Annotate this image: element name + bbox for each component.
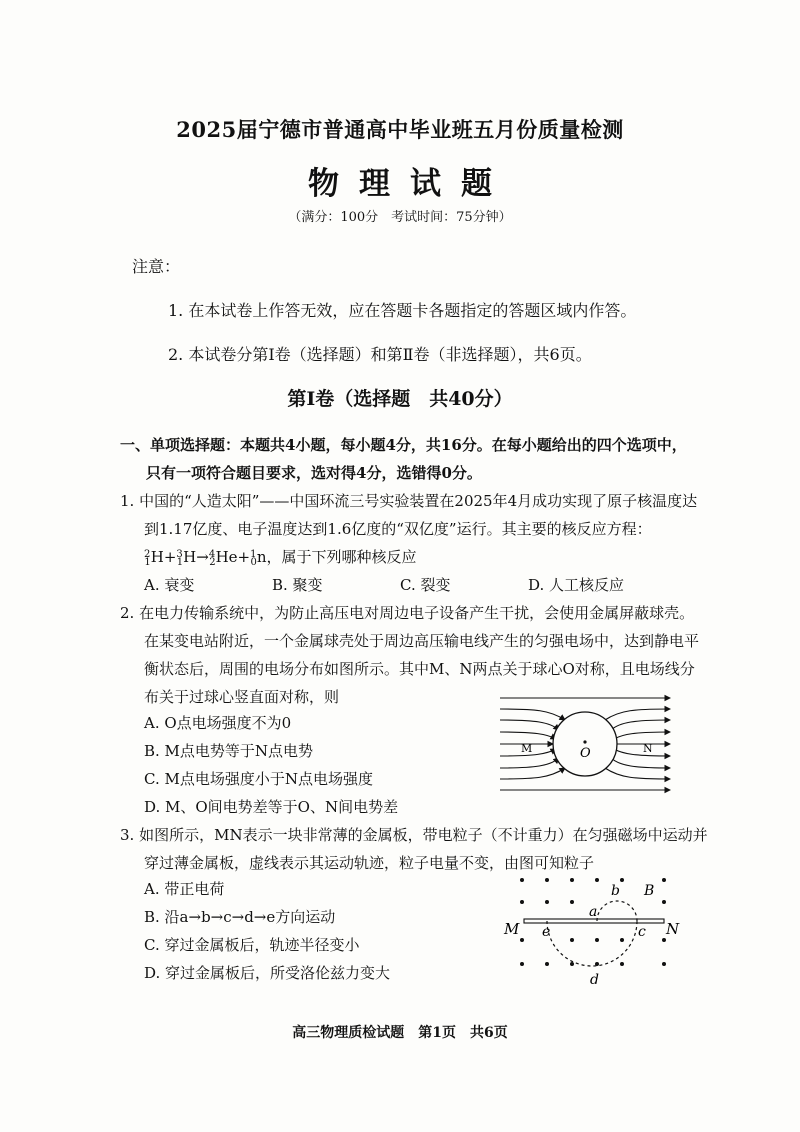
label-d: d — [590, 972, 599, 988]
label-n: N — [643, 742, 653, 755]
exam-title: 2025届宁德市普通高中毕业班五月份质量检测 — [176, 117, 624, 142]
q2-option-a: A. O点电场强度不为0 — [144, 714, 292, 732]
q2-option-d: D. M、O间电势差等于O、N间电势差 — [144, 798, 399, 816]
notice-heading: 注意： — [132, 257, 181, 276]
label-field: B — [644, 883, 655, 899]
q2-option-b: B. M点电势等于N点电势 — [144, 742, 314, 760]
trajectory-small — [597, 901, 637, 921]
label-b: b — [611, 883, 620, 899]
label-o: O — [580, 746, 591, 761]
section-title: 第Ⅰ卷（选择题 共40分） — [287, 388, 513, 410]
q1-option-a: A. 衰变 — [144, 576, 195, 594]
q3-option-c: C. 穿过金属板后，轨迹半径变小 — [144, 936, 360, 954]
notice-item: 1. 在本试卷上作答无效，应在答题卡各题指定的答题区域内作答。 — [168, 301, 637, 320]
q1-equation: $^2_1$H+$^3_1$H→$^4_2$He+$^1_0$n，属于下列哪种核反应 — [144, 548, 417, 568]
sphere-center-dot — [583, 740, 586, 743]
trajectory-large — [547, 921, 637, 966]
label-a: a — [589, 904, 598, 920]
q3-option-b: B. 沿a→b→c→d→e方向运动 — [144, 908, 336, 926]
section-intro: 只有一项符合题目要求，选对得4分，选错得0分。 — [146, 464, 482, 482]
q3-stem: 3. 如图所示，MN表示一块非常薄的金属板，带电粒子（不计重力）在匀强磁场中运动并 — [120, 826, 708, 844]
q3-option-a: A. 带正电荷 — [144, 880, 225, 898]
notice-item: 2. 本试卷分第Ⅰ卷（选择题）和第Ⅱ卷（非选择题），共6页。 — [168, 345, 592, 364]
q3-stem: 穿过薄金属板，虚线表示其运动轨迹，粒子电量不变，由图可知粒子 — [144, 854, 595, 872]
electric-field-figure — [495, 690, 675, 800]
q2-stem: 布关于过球心竖直面对称，则 — [144, 688, 340, 706]
label-c: c — [638, 924, 646, 940]
page-footer: 高三物理质检试题 第1页 共6页 — [292, 1025, 508, 1041]
q1-option-c: C. 裂变 — [400, 576, 451, 594]
q1-stem: 1. 中国的“人造太阳”——中国环流三号实验装置在2025年4月成功实现了原子核温度达 — [120, 492, 698, 510]
label-m: M — [504, 920, 520, 938]
q2-stem: 在某变电站附近，一个金属球壳处于周边高压输电线产生的匀强电场中，达到静电平 — [144, 632, 700, 650]
q1-option-d: D. 人工核反应 — [528, 576, 625, 594]
q3-option-d: D. 穿过金属板后，所受洛伦兹力变大 — [144, 964, 391, 982]
q1-option-b: B. 聚变 — [272, 576, 323, 594]
label-n: N — [666, 920, 680, 938]
q2-option-c: C. M点电场强度小于N点电场强度 — [144, 770, 373, 788]
q2-stem: 衡状态后，周围的电场分布如图所示。其中M、N两点关于球心O对称，且电场线分 — [144, 660, 695, 678]
label-e: e — [542, 924, 551, 940]
q2-stem: 2. 在电力传输系统中，为防止高压电对周边电子设备产生干扰，会使用金属屏蔽球壳。 — [120, 604, 695, 622]
subject-title: 物理试题 — [308, 166, 512, 202]
label-m: M — [521, 742, 533, 755]
q1-equation-suffix: ，属于下列哪种核反应 — [266, 548, 417, 566]
magnetic-field-figure — [500, 868, 690, 990]
metal-sphere — [553, 712, 617, 776]
q1-stem: 到1.17亿度、电子温度达到1.6亿度的“双亿度”运行。其主要的核反应方程： — [144, 520, 652, 538]
exam-meta: （满分：100分 考试时间：75分钟） — [288, 210, 512, 225]
section-intro: 一、单项选择题：本题共4小题，每小题4分，共16分。在每小题给出的四个选项中， — [120, 436, 687, 454]
